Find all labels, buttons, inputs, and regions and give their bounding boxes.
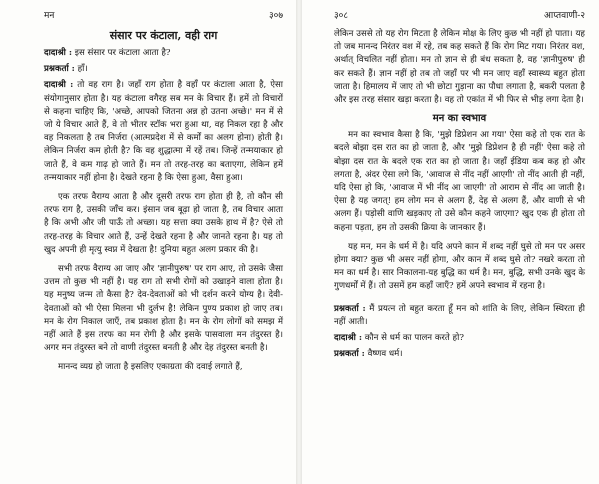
speaker-label: प्रश्नकर्ता : (334, 349, 365, 360)
dialogue-text: हाँ। (77, 64, 88, 75)
page-number: ३०८ (334, 11, 349, 21)
dialogue-text: इस संसार पर कंटाला आता है? (74, 48, 171, 58)
dialogue-question (334, 303, 585, 329)
dialogue-text: मैं प्रयत्न तो बहुत करता हूँ मन को शांति के लिए, लेकिन स्थिरता ही नहीं आती। (334, 303, 585, 327)
chapter-heading: संसार पर कंटाला, वही राग (109, 29, 218, 42)
dialogue-text: तो वह राग है। जहाँ राग होता है वहाँ पर कंटाला आता है, ऐसा संयोगानुसार होता है। यह कंटाला वगैरह सब मन के विचार हैं। हमें तो विचारों से कहना चाहिए कि, 'अच्छे, आपको जितना अन्न हो उतना अच्छे।' मन में से जो ये विचार आते हैं, वे तो भीतर स्टॉक भरा हुआ था, वह निकल रहा है और वह निकलता है तब निर्जरा (आत्मप्रदेश में से कर्मों का अलग होना) होती है। लेकिन निर्जरा कम होती है? कि वह शुद्धात्मा में रहें तब। जिन्हें तन्मयाकार हो जाते हैं, वे कम गाढ़ हो जाते हैं। मन तो तरह-तरह का बताएगा, लेकिन हमें तन्मयाकार नहीं होना है। देखते रहना है कि ऐसा हुआ, वैसा हुआ। (44, 80, 284, 183)
book-gutter (296, 0, 302, 484)
dialogue-question (44, 47, 283, 60)
body-paragraph: एक तरफ वैराग्य आता है और दूसरी तरफ राग होता ही है, तो कौन सी तरफ राग है, उसकी जाँच कर। इंसान जब बूढ़ा हो जाता है, तब विचार आता है कि अभी और जी पाऊँ तो अच्छा। यह सत्ता क्या उसके हाथ में है? ऐसे तो तरह-तरह के विचार आते हैं, उन्हें देखते रहना है और जानते रहना है। यह तो खुद अपनी ही मृत्यु स्वप्न में देखता है! दुनिया बहुत अलग प्रकार की है। (44, 192, 283, 255)
speaker-label: दादाश्री : (334, 333, 363, 344)
body-paragraph: सभी तरफ वैराग्य आ जाए और 'ज्ञानीपुरुष' पर राग आए, तो उसके जैसा उत्तम तो कुछ भी नहीं है। यह राग तो सभी रोगों को उखाड़ने वाला होता है। यह मनुष्य जन्म तो कैसा है? देव-देवताओं को भी दर्शन करने योग्य है। देवी-देवताओं को भी ऐसा मिलना भी दुर्लभ है! लेकिन पुण्य प्रकाश हो जाए तब। मन के रोग निकाल जाएँ, तब प्रकाश होता है। मन के रोग लोगों को समझ में नहीं आते हैं इस तरफ का मन रोगी है और इसके पासवाला मन तंदुरस्त है। अगर मन तंदुरस्त बने तो वाणी तंदुरस्त बनती है और देह तंदुरस्त बनती है। (44, 264, 283, 354)
body-paragraph: मन का स्वभाव कैसा है कि, 'मुझे डिप्रेशन आ गया' ऐसा कहे तो एक रात के बदले बोझा दस रात का हो जाता है, और 'मुझे डिप्रेशन है ही नहीं' ऐसा कहे तो बोझा दस रात के बदले एक रात का हो जाता है। जहाँ ईडिया कब कह हो और लगता है, अंदर ऐसा लगे कि, 'आवाज से नींद नहीं आएगी' तो नींद आती ही नहीं, यदि ऐसा हो कि, 'आवाज में भी नींद आ जाएगी' तो आराम से नींद आ जाती है। ऐसा है यह जगत्! हम लोग मन से अलग हैं, देह से अलग हैं, और वाणी से भी अलग हैं। पड़ोसी वाणि खड़काए तो उसे कौन कहने जाएगा? खुद एक ही होता तो कहना पड़ता, हम तो उसकी क्रिया के जानकार हैं। (334, 130, 585, 233)
speaker-label: प्रश्नकर्ता : (44, 64, 75, 75)
running-header (334, 10, 585, 23)
dialogue-question (334, 348, 585, 361)
running-header (44, 10, 283, 23)
body-paragraph: मानन्द व्यग्र हो जाता है इसलिए एकाग्रता की दवाई लगाते हैं, (58, 362, 243, 373)
speaker-label: दादाश्री : (44, 80, 74, 91)
speaker-label: प्रश्नकर्ता : (334, 303, 366, 314)
dialogue-text: वैष्णव धर्म। (367, 349, 403, 360)
dialogue-answer (44, 63, 283, 76)
page-number: ३०७ (268, 11, 283, 21)
dialogue-answer (334, 332, 585, 345)
body-paragraph: लेकिन उससे तो यह रोग मिटता है लेकिन मोक्ष के लिए कुछ भी नहीं हो पाता। यह तो जब मानन्द निरंतर वश में रहे, तब कह सकते हैं कि रोग मिट गया। निरंतर वश, अर्थात् विचलित नहीं होता। मन तो ज्ञान से ही बंध सकता है, वह 'ज्ञानीपुरुष' ही कर सकते हैं। ज्ञान नहीं हो तब तो जहाँ पर भी मन जाए वहाँ स्वास्थ्य बहुत होता जाता है। हिमालय में जाए तो भी छोटा गुड़ाना का पौधा लगाता है, बकरी पलता है और इस तरह संसार खड़ा करता है। वह तो एकांत में भी फिर से भीड़ लगा देता है। (334, 29, 585, 106)
dialogue-text: कौन से धर्म का पालन करते हो? (364, 333, 464, 344)
dialogue-paragraph (44, 79, 283, 185)
left-page (0, 0, 295, 484)
speaker-label: दादाश्री : (44, 48, 73, 58)
right-page (304, 0, 599, 484)
body-paragraph: यह मन, मन के धर्म में है। यदि अपने कान में शब्द नहीं घुसे तो मन पर असर होगा क्या? कुछ भी असर नहीं होगा, और कान में शब्द घुसे तो? नखरे करता तो मन का धर्म है। सार निकालना-यह बुद्धि का धर्म है। मन, बुद्धि, सभी उनके खुद के गुणधर्मों में हैं। तो उसमें हम कहाँ जाएँ? हमें अपने स्वभाव में रहना है। (334, 241, 585, 292)
header-title: आप्तवाणी-२ (544, 11, 585, 21)
header-title: मन (44, 11, 55, 21)
section-heading: मन का स्वभाव (432, 113, 487, 125)
